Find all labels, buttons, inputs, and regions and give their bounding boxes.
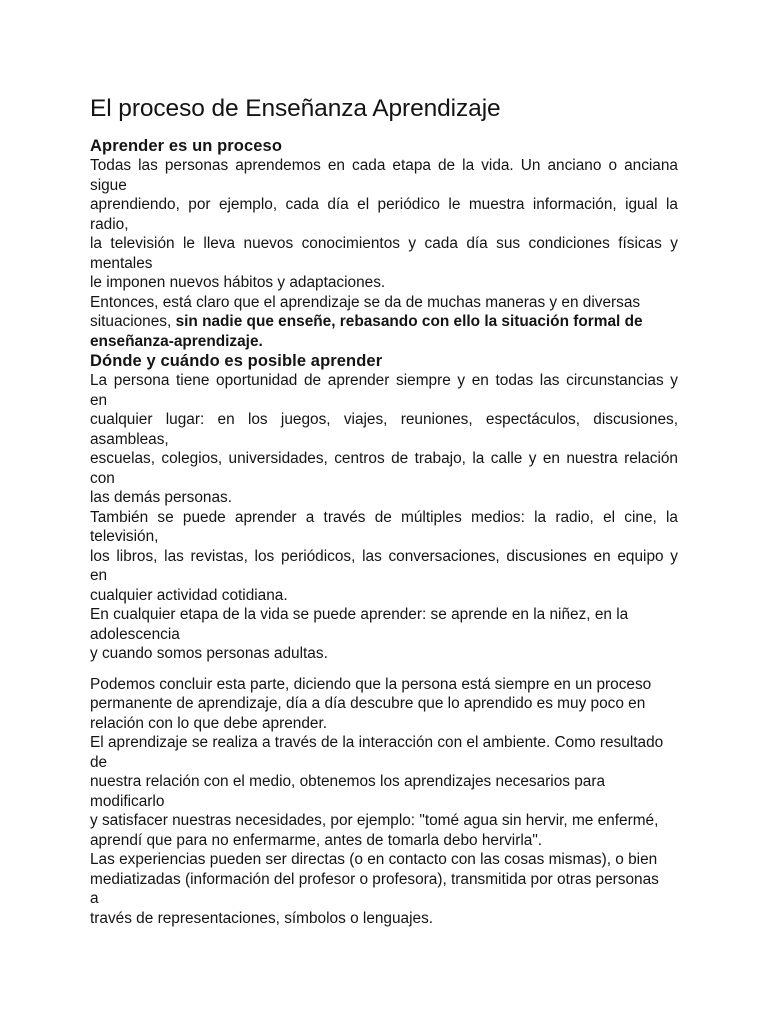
paragraph-line: radio,	[90, 215, 129, 233]
paragraph-line: mediatizadas (información del profesor o profesora), transmitida por otras personas	[90, 870, 659, 888]
paragraph-line: El aprendizaje se realiza a través de la interacción con el ambiente. Como resultado	[90, 734, 664, 751]
section-heading-aprender: Aprender es un proceso	[90, 137, 282, 155]
paragraph-line: Podemos concluir esta parte, diciendo que la persona está siempre en un proceso	[90, 675, 652, 693]
paragraph-line: con	[90, 469, 115, 487]
paragraph-line: a	[90, 890, 99, 907]
paragraph-line: aprendiendo, por ejemplo, cada día el periódico le muestra información, igual la	[90, 196, 678, 213]
paragraph-line: Todas las personas aprendemos en cada etapa de la vida. Un anciano o anciana	[90, 157, 678, 174]
paragraph-line: y satisfacer nuestras necesidades, por ejemplo: "tomé agua sin hervir, me enfermé,	[90, 812, 659, 829]
paragraph-line: las demás personas.	[90, 489, 233, 506]
paragraph-line: través de representaciones, símbolos o lenguajes.	[90, 909, 434, 927]
paragraph-line: le imponen nuevos hábitos y adaptaciones.	[90, 274, 386, 291]
bold-text: sin nadie que enseñe, rebasando con ello la situación formal de	[175, 313, 643, 330]
paragraph-line: En cualquier etapa de la vida se puede aprender: se aprende en la niñez, en la	[90, 606, 629, 623]
paragraph-line: relación con lo que debe aprender.	[90, 714, 328, 732]
paragraph-line: en	[90, 567, 108, 584]
paragraph-line: aprendí que para no enfermarme, antes de tomarla debo hervirla".	[90, 831, 543, 849]
paragraph-line: de	[90, 753, 108, 771]
paragraph-line: modificarlo	[90, 792, 165, 810]
document-page	[90, 92, 678, 928]
paragraph-line: mentales	[90, 254, 153, 272]
section-heading-donde: Dónde y cuándo es posible aprender	[90, 352, 383, 370]
paragraph-spacer	[90, 664, 678, 675]
document-title: El proceso de Enseñanza Aprendizaje	[90, 95, 501, 122]
paragraph-line: televisión,	[90, 528, 159, 545]
paragraph-line: y cuando somos personas adultas.	[90, 645, 328, 662]
paragraph-line: La persona tiene oportunidad de aprender siempre y en todas las circunstancias y	[90, 372, 678, 389]
paragraph-line: adolescencia	[90, 625, 180, 643]
paragraph-line: nuestra relación con el medio, obtenemos los aprendizajes necesarios para	[90, 773, 606, 790]
paragraph-line: los libros, las revistas, los periódicos, las conversaciones, discusiones en equipo y	[90, 547, 678, 565]
paragraph-line: escuelas, colegios, universidades, centros de trabajo, la calle y en nuestra relación	[90, 450, 678, 467]
paragraph-line: cualquier lugar: en los juegos, viajes, reuniones, espectáculos, discusiones,	[90, 411, 678, 428]
paragraph-line: asambleas,	[90, 430, 169, 448]
paragraph-line: permanente de aprendizaje, día a día descubre que lo aprendido es muy poco en	[90, 695, 646, 712]
paragraph-line: en	[90, 391, 108, 409]
paragraph-line: Las experiencias pueden ser directas (o en contacto con las cosas mismas), o bien	[90, 851, 658, 868]
paragraph-line: También se puede aprender a través de múltiples medios: la radio, el cine, la	[90, 508, 678, 526]
paragraph-line-bold: enseñanza-aprendizaje.	[90, 332, 263, 350]
paragraph-line-mixed	[90, 312, 678, 332]
paragraph-line: la televisión le lleva nuevos conocimientos y cada día sus condiciones físicas y	[90, 235, 678, 252]
paragraph-line: cualquier actividad cotidiana.	[90, 586, 288, 604]
plain-text: situaciones,	[90, 313, 176, 330]
paragraph-line: sigue	[90, 176, 127, 194]
paragraph-line: Entonces, está claro que el aprendizaje se da de muchas maneras y en diversas	[90, 293, 641, 311]
